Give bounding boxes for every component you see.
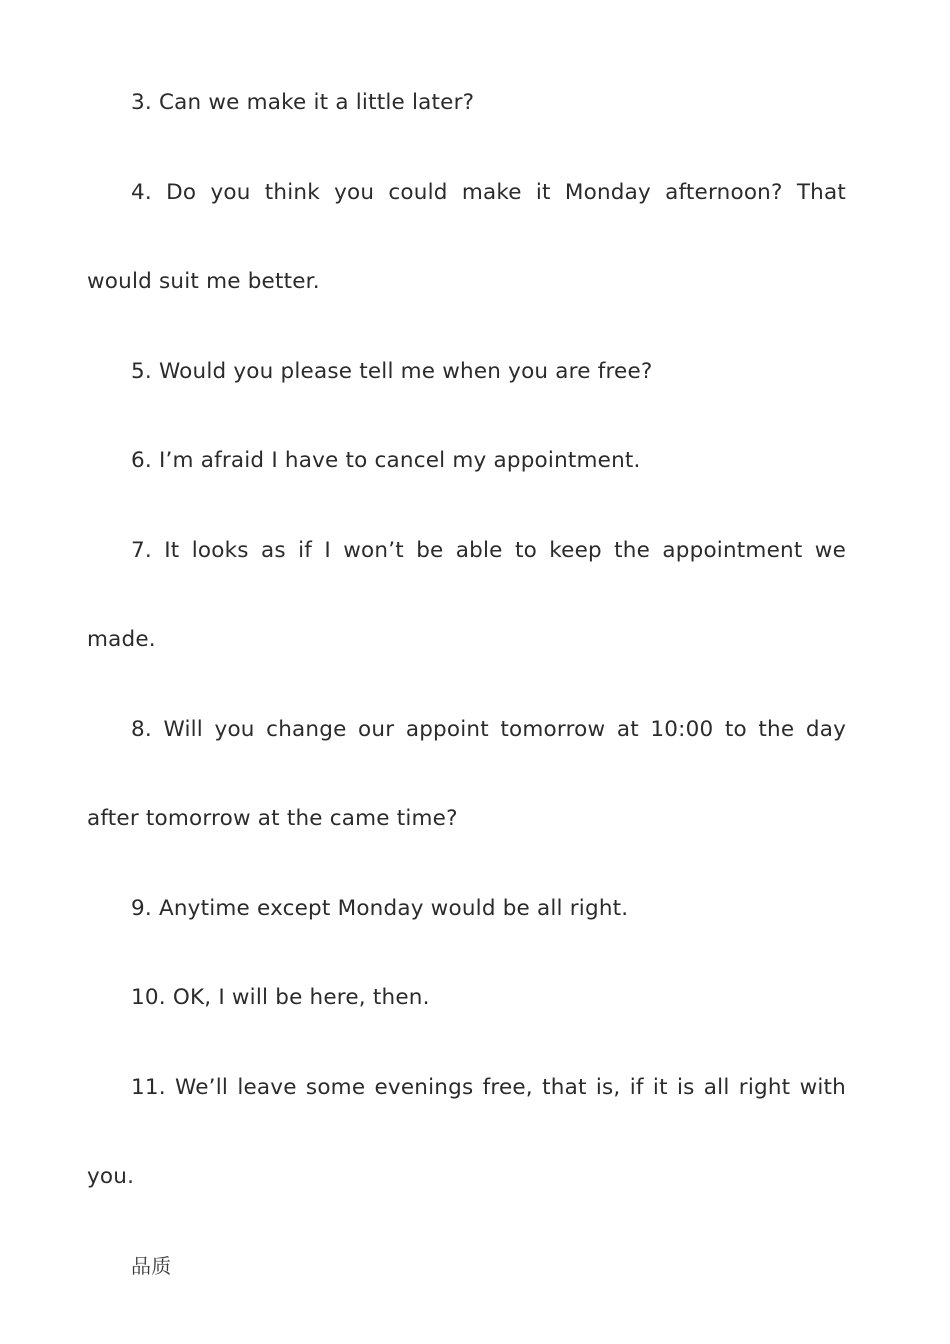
sentence-11: 11. We’ll leave some evenings free, that is, if it is all right with you.	[87, 1074, 846, 1189]
sentence-4: 4. Do you think you could make it Monday afternoon? That would suit me better.	[87, 179, 846, 294]
sentence-8: 8. Will you change our appoint tomorrow at 10:00 to the day after tomorrow at the came time?	[87, 716, 846, 831]
sentence-10: 10. OK, I will be here, then.	[131, 985, 430, 1010]
sentence-5: 5. Would you please tell me when you are free?	[131, 358, 653, 384]
document-body	[87, 58, 846, 1311]
sentence-9: 9. Anytime except Monday would be all right.	[131, 895, 629, 921]
sentence-6: 6. I’m afraid I have to cancel my appointment.	[131, 448, 641, 473]
sentence-7: 7. It looks as if I won’t be able to keep the appointment we made.	[87, 537, 846, 652]
footer-text: 品质	[131, 1253, 172, 1278]
sentence-3: 3. Can we make it a little later?	[131, 90, 475, 115]
